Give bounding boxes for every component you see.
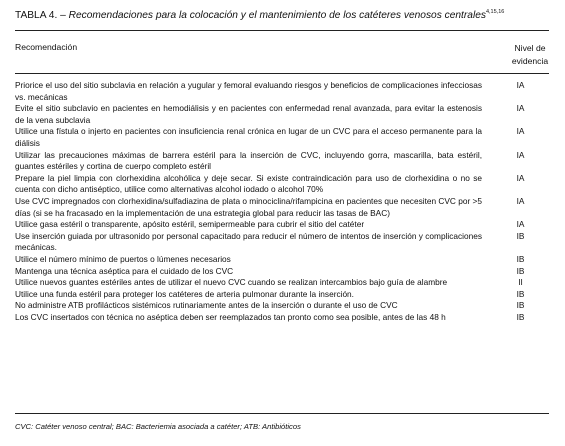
recommendation-text: Utilice una funda estéril para proteger los catéteres de arteria pulmonar durante la inserción. — [15, 288, 354, 299]
column-header-evidence — [510, 42, 550, 68]
table-row — [15, 300, 555, 312]
table-row — [15, 254, 555, 266]
recommendation-text: Mantenga una técnica aséptica para el cuidado de los CVC — [15, 265, 234, 276]
evidence-level: IA — [516, 172, 525, 183]
evidence-level: IA — [516, 80, 525, 90]
evidence-level: IA — [516, 103, 525, 114]
table-row — [15, 80, 555, 103]
evidence-level: IB — [516, 265, 525, 276]
evidence-level: IA — [516, 126, 525, 137]
evidence-level: IA — [516, 219, 525, 230]
evidence-level: IB — [516, 288, 525, 299]
column-header-evidence-line2: evidencia — [511, 56, 549, 66]
table-header-rule — [15, 73, 549, 74]
recommendation-text: Utilizar las precauciones máximas de barrera estéril para la inserción de CVC, incluyendo gorra, mascarilla, bata estéril, guantes estériles y cortina de cuerpo completo estéril — [15, 149, 482, 172]
table-row — [15, 150, 555, 173]
table-row — [15, 231, 555, 254]
evidence-level: II — [518, 277, 523, 288]
recommendation-text: Utilice el número mínimo de puertos o lúmenes necesarios — [15, 253, 231, 264]
table-row — [15, 173, 555, 196]
recommendation-text: Evite el sitio subclavio en pacientes en hemodiálisis y en pacientes con enfermedad renal avanzada, para evitar la estenosis de la vena subclavia — [15, 103, 482, 125]
table-row — [15, 103, 555, 126]
table-row — [15, 277, 555, 289]
table-row — [15, 312, 555, 324]
recommendation-text: Use CVC impregnados con clorhexidina/sulfadiazina de plata o minociclina/rifampicina en pacientes que necesiten CVC por >5 días (si se ha fracasado en la implementación de una estrategia global para reducir las tasas de BAC) — [15, 195, 482, 218]
column-header-recommendation: Recomendación — [15, 42, 78, 52]
column-header-evidence-line1: Nivel de — [514, 43, 546, 53]
table-row — [15, 126, 555, 149]
recommendation-text: No administre ATB profilácticos sistémicos rutinariamente antes de la inserción o durante el uso de CVC — [15, 300, 398, 311]
recommendation-text: Use inserción guiada por ultrasonido por personal capacitado para reducir el número de intentos de inserción y complicaciones mecánicas. — [15, 230, 482, 253]
recommendation-text: Prepare la piel limpia con clorhexidina alcohólica y deje secar. Si existe contraindicación para uso de clorhexidina o no se cuenta con dicho antiséptico, utilice como alternativas alcohol iodado o alcohol 70% — [15, 172, 482, 195]
table-row — [15, 219, 555, 231]
table-row — [15, 196, 555, 219]
table-row — [15, 289, 555, 301]
evidence-level: IB — [516, 300, 525, 311]
table-title-text: Recomendaciones para la colocación y el mantenimiento de los catéteres venosos centrales — [68, 10, 486, 21]
recommendation-text: Utilice una fístula o injerto en pacientes con insuficiencia renal crónica en lugar de un CVC para el acceso permanente para la diálisis — [15, 126, 482, 148]
evidence-level: IB — [516, 253, 525, 264]
recommendation-text: Los CVC insertados con técnica no aséptica deben ser reemplazados tan pronto como sea posible, antes de las 48 h — [15, 311, 446, 322]
table-title — [15, 9, 504, 21]
table-footnote: CVC: Catéter venoso central; BAC: Bacteriemia asociada a catéter; ATB: Antibióticos — [15, 422, 301, 431]
recommendation-text: Utilice nuevos guantes estériles antes de utilizar el nuevo CVC cuando se realizan intercambios bajo guía de alambre — [15, 277, 448, 288]
evidence-level: IA — [516, 195, 525, 206]
evidence-level: IB — [516, 230, 525, 241]
table-row — [15, 266, 555, 278]
table-bottom-rule — [15, 413, 549, 414]
table-top-rule — [15, 30, 549, 31]
evidence-level: IA — [516, 149, 525, 160]
table-title-references: 4,15,16 — [485, 9, 505, 15]
recommendation-text: Utilice gasa estéril o transparente, apósito estéril, semipermeable para cubrir el sitio del catéter — [15, 219, 365, 230]
recommendation-text: Priorice el uso del sitio subclavia en relación a yugular y femoral evaluando riesgos y beneficios de complicaciones infecciosas vs. mecánicas — [15, 80, 482, 102]
table-body — [15, 80, 555, 323]
evidence-level: IB — [516, 311, 525, 322]
table-title-prefix: TABLA 4. – — [15, 10, 69, 21]
